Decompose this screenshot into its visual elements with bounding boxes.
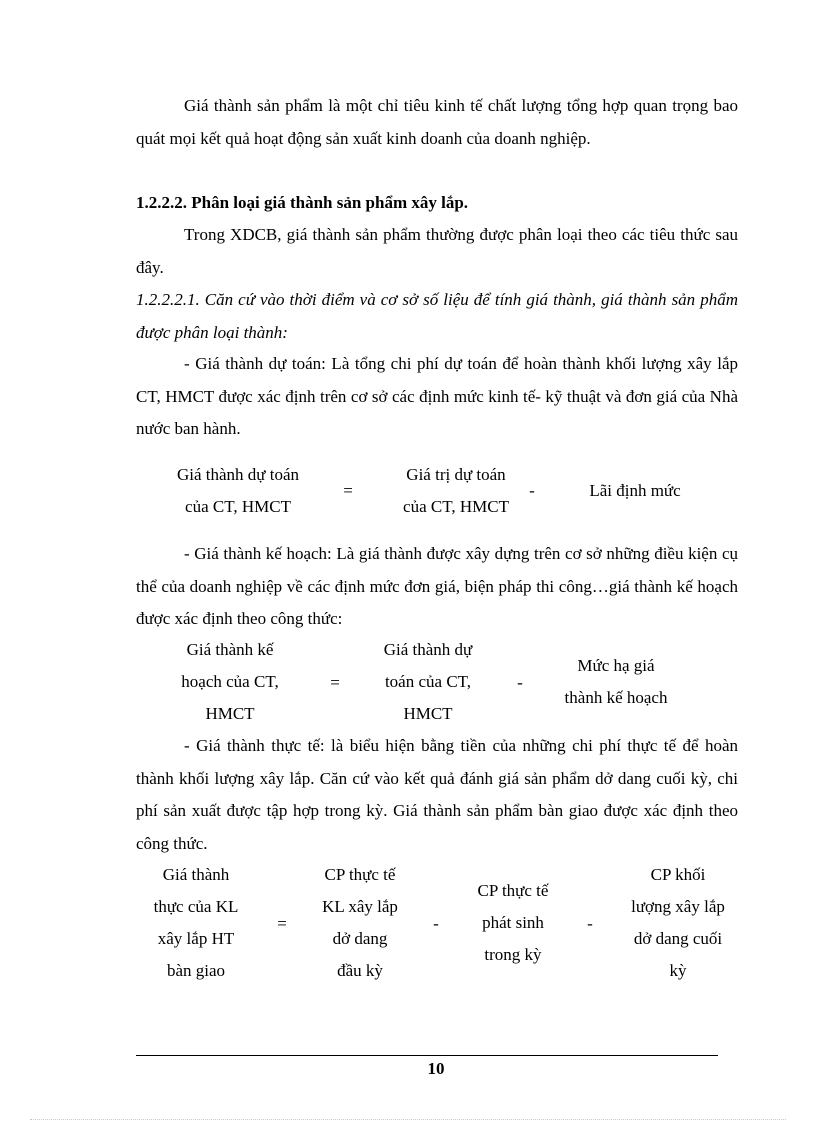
- section-heading: 1.2.2.2. Phân loại giá thành sản phẩm xây lắp.: [136, 193, 469, 212]
- page-number: 10: [427, 1059, 445, 1078]
- formula1-term2: Lãi định mức: [589, 481, 681, 500]
- paragraph-actual-cost: - Giá thành thực tế: là biểu hiện bằng tiền của những chi phí thực tế để hoàn thành khối lượng xây lắp. Căn cứ vào kết quả đánh giá sản phẩm dở dang cuối kỳ, chi phí sản xuất được tập hợp trong kỳ. Giá thành sản phẩm bàn giao được xác định theo công thức.: [136, 736, 738, 853]
- formula1-term1: Giá trị dự toán của CT, HMCT: [403, 465, 509, 516]
- paragraph-intro: Giá thành sản phẩm là một chỉ tiêu kinh tế chất lượng tổng hợp quan trọng bao quát mọi kết quả hoạt động sản xuất kinh doanh của doanh nghiệp.: [136, 96, 738, 148]
- paragraph-estimated-cost: - Giá thành dự toán: Là tổng chi phí dự toán để hoàn thành khối lượng xây lắp CT, HMCT được xác định trên cơ sở các định mức kinh tế- kỹ thuật và đơn giá của Nhà nước ban hành.: [136, 354, 738, 438]
- formula2-minus: -: [517, 673, 523, 692]
- formula2-equals: =: [330, 673, 340, 692]
- formula3-lhs: Giá thành thực của KL xây lắp HT bàn giao: [153, 865, 239, 980]
- formula3-term2: CP thực tế phát sinh trong kỳ: [477, 881, 549, 964]
- formula1-equals: =: [343, 481, 353, 500]
- formula2-term2: Mức hạ giá thành kế hoạch: [564, 656, 668, 707]
- formula2-lhs: Giá thành kế hoạch của CT, HMCT: [181, 640, 279, 723]
- footer-rule: [136, 1055, 718, 1056]
- formula1-minus: -: [529, 481, 535, 500]
- page-bottom-border: [30, 1119, 786, 1120]
- formula3-equals: =: [277, 914, 287, 933]
- formula2-term1: Giá thành dự toán của CT, HMCT: [383, 640, 473, 723]
- formula3-term1: CP thực tế KL xây lắp dở dang đầu kỳ: [322, 865, 398, 980]
- formula1-lhs: Giá thành dự toán của CT, HMCT: [176, 465, 300, 516]
- subsection-heading: 1.2.2.2.1. Căn cứ vào thời điểm và cơ sở số liệu để tính giá thành, giá thành sản phẩm được phân loại thành:: [136, 290, 738, 342]
- paragraph-classification: Trong XDCB, giá thành sản phẩm thường được phân loại theo các tiêu thức sau đây.: [136, 225, 738, 277]
- formula3-minus-1: -: [433, 914, 439, 933]
- formula3-minus-2: -: [587, 914, 593, 933]
- paragraph-planned-cost: - Giá thành kế hoạch: Là giá thành được xây dựng trên cơ sở những điều kiện cụ thể của doanh nghiệp về các định mức đơn giá, biện pháp thi công…giá thành kế hoạch được xác định theo công thức:: [136, 544, 738, 628]
- formula3-term3: CP khối lượng xây lắp dở dang cuối kỳ: [631, 865, 725, 980]
